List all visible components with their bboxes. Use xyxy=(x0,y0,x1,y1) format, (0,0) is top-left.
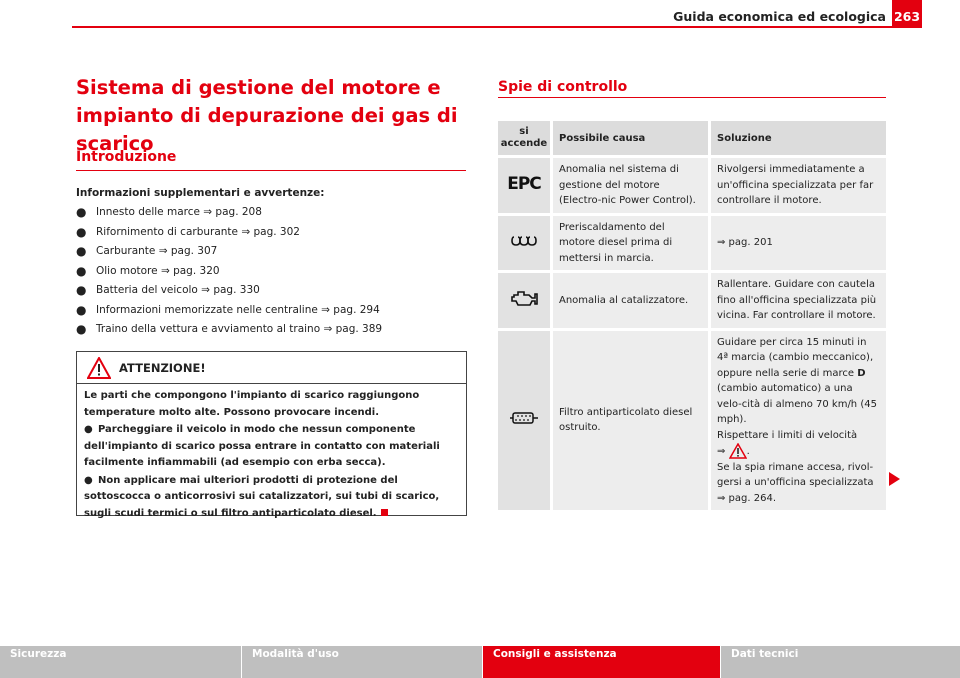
cause-cell: Filtro antiparticolato diesel ostruito. xyxy=(550,331,708,514)
list-item[interactable]: ● Rifornimento di carburante ⇒ pag. 302 xyxy=(76,224,300,239)
table-row xyxy=(498,216,886,274)
header-rule xyxy=(72,26,922,28)
list-item[interactable]: ● Traino della vettura e avviamento al traino ⇒ pag. 389 xyxy=(76,322,383,336)
info-heading: Informazioni supplementari e avvertenze: xyxy=(76,187,325,199)
icon-cell xyxy=(498,158,550,216)
warning-intro: Le parti che compongono l'impianto di scarico raggiungono temperature molto alte. Possono provocare incendi. xyxy=(84,390,420,418)
tab-sicurezza[interactable]: Sicurezza xyxy=(0,646,241,678)
list-item[interactable]: ● Informazioni memorizzate nelle centraline ⇒ pag. 294 xyxy=(76,302,380,317)
warning-triangle-icon xyxy=(87,357,111,379)
tab-dati-tecnici[interactable]: Dati tecnici xyxy=(721,646,960,678)
reference-list xyxy=(76,203,466,340)
icon-cell xyxy=(498,331,550,514)
cause-cell: Preriscaldamento del motore diesel prima di mettersi in marcia. xyxy=(550,216,708,274)
warning-title: ATTENZIONE! xyxy=(119,360,206,375)
list-item[interactable]: ● Innesto delle marce ⇒ pag. 208 xyxy=(76,205,262,219)
engine-icon xyxy=(510,289,538,307)
page-title: Sistema di gestione del motore e impianto di depurazione dei gas di scarico xyxy=(76,76,458,155)
cause-cell: Anomalia nel sistema di gestione del motore (Electro-nic Power Control). xyxy=(550,158,708,216)
solution-cell[interactable]: ⇒ pag. 201 xyxy=(708,216,886,274)
cause-cell: Anomalia al catalizzatore. xyxy=(550,273,708,331)
warning-lights-table xyxy=(498,121,886,513)
page-number: 263 xyxy=(892,0,922,28)
tab-modalita-uso[interactable]: Modalità d'uso xyxy=(242,646,482,678)
next-page-arrow-icon[interactable] xyxy=(889,472,900,486)
epc-icon: EPC xyxy=(507,173,541,194)
table-row xyxy=(498,158,886,216)
table-row xyxy=(498,273,886,331)
column-header: Possibile causa xyxy=(550,121,708,158)
solution-cell: Rivolgersi immediatamente a un'officina specializzata per far controllare il motore. xyxy=(708,158,886,216)
warning-item: ● Parcheggiare il veicolo in modo che nessun componente dell'impianto di scarico possa entrare in contatto con materiali facilmente infiammabili (ad esempio con erba secca). xyxy=(84,424,440,468)
section-title: Introduzione xyxy=(76,149,177,165)
icon-cell xyxy=(498,273,550,331)
warning-header xyxy=(77,352,466,384)
diesel-filter-icon xyxy=(509,410,539,426)
chapter-title: Guida economica ed ecologica xyxy=(673,9,886,24)
solution-cell: Rallentare. Guidare con cautela fino all'officina specializzata più vicina. Far controllare il motore. xyxy=(708,273,886,331)
table-header-row xyxy=(498,121,886,158)
list-item[interactable]: ● Olio motore ⇒ pag. 320 xyxy=(76,263,220,278)
icon-cell xyxy=(498,216,550,274)
warning-triangle-icon[interactable] xyxy=(729,443,747,459)
end-marker-icon xyxy=(381,509,388,516)
warning-body xyxy=(77,384,466,522)
tab-consigli-assistenza[interactable]: Consigli e assistenza xyxy=(483,646,720,678)
warning-item: ● Non applicare mai ulteriori prodotti di protezione del sottoscocca o anticorrosivi sui catalizzatori, sui tubi di scarico, sugli scudi termici o sul filtro antiparticolato diesel. xyxy=(84,474,440,519)
solution-cell: Guidare per circa 15 minuti in 4ª marcia (cambio meccanico), oppure nella serie di marce D (cambio automatico) a una velo-cità di almeno 70 km/h (45 mph). Rispettare i limiti di velocità ⇒ . Se la spia rimane accesa, rivol-gersi a un'officina specializzata ⇒ pag. 264. xyxy=(708,331,886,514)
table-row xyxy=(498,331,886,514)
section-rule xyxy=(76,170,466,171)
column-header: si accende xyxy=(498,121,550,158)
warning-box xyxy=(76,351,467,519)
section-rule-right xyxy=(498,97,886,98)
list-item[interactable]: ● Batteria del veicolo ⇒ pag. 330 xyxy=(76,283,260,297)
section-title-right: Spie di controllo xyxy=(498,79,628,95)
footer-nav xyxy=(0,646,960,678)
column-header: Soluzione xyxy=(708,121,886,158)
glow-plug-icon xyxy=(511,233,537,247)
list-item[interactable]: ● Carburante ⇒ pag. 307 xyxy=(76,244,218,258)
